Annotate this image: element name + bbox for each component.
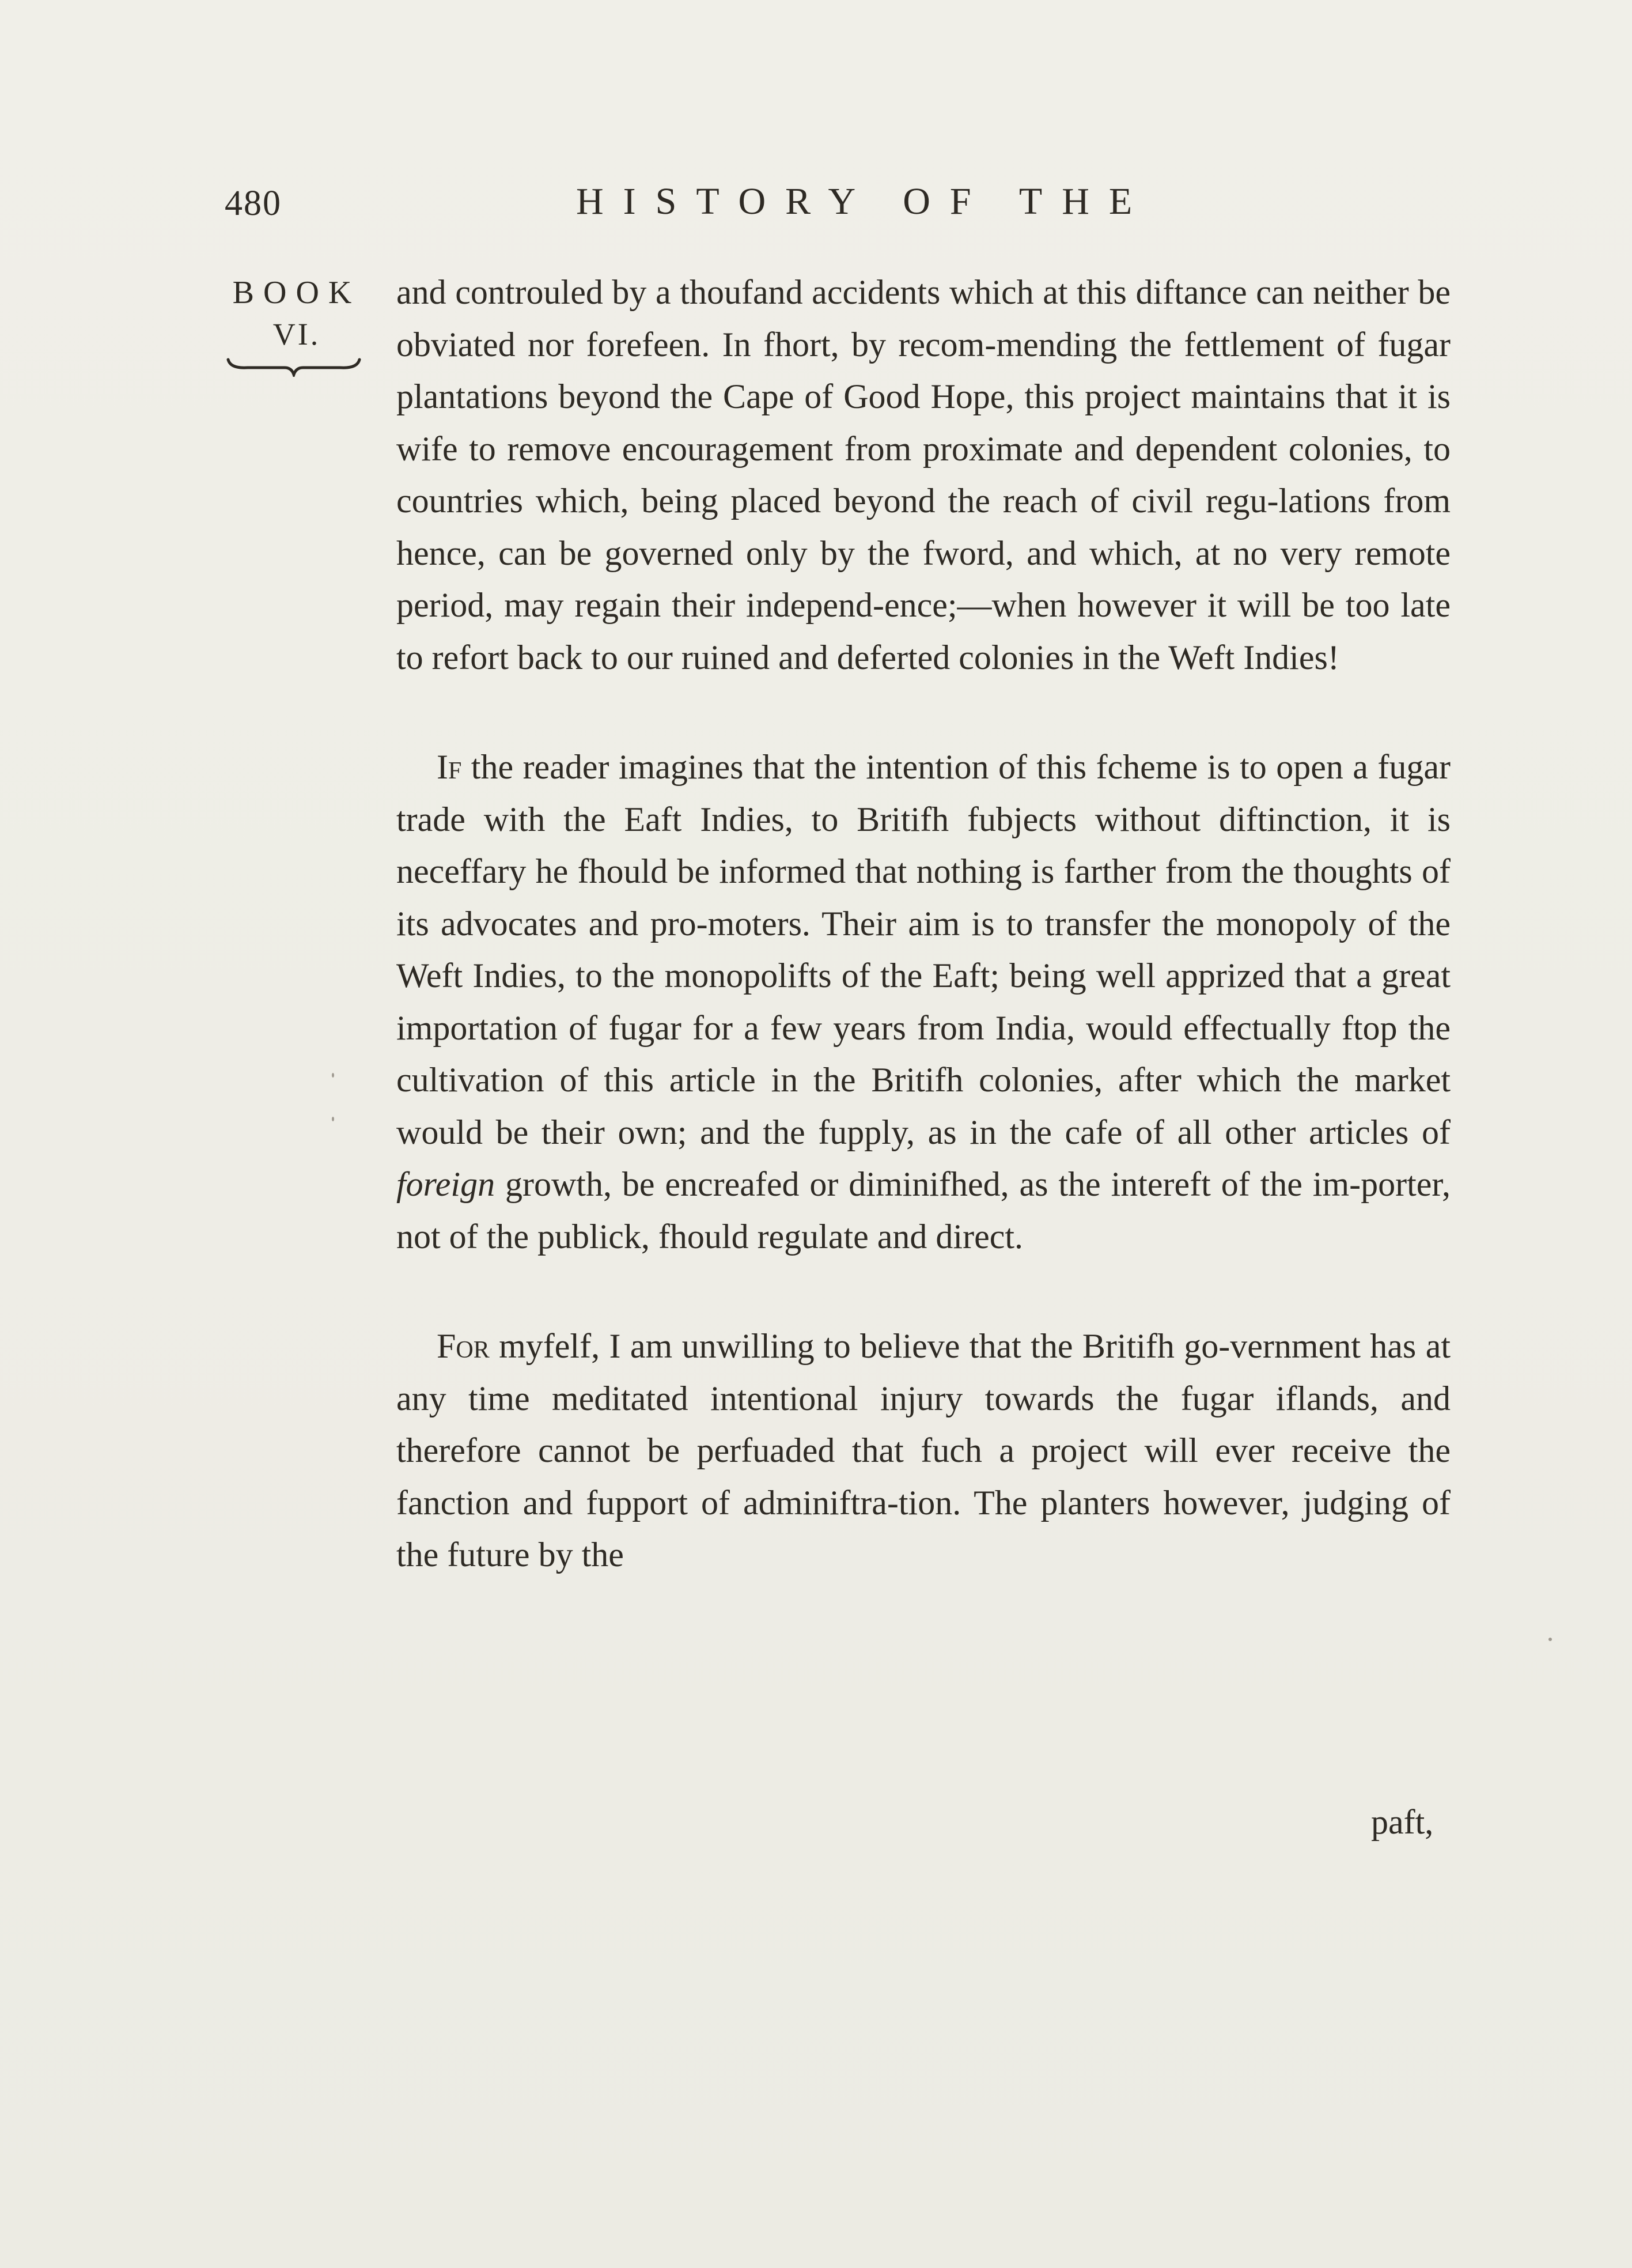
page-number: 480 [225,184,282,223]
paragraph-3-lead: For [437,1327,490,1365]
paragraph-1-text: and controuled by a thoufand accidents which at this diftance can neither be obviated nor forefeen. In fhort, by recom-mending the fettlement of fugar plantations beyond the Cape of Good Hope, this project maintains that it is wife to remove encouragement from proximate and dependent colonies, to countries which, being placed beyond the reach of civil regu-lations from hence, can be governed only by the fword, and which, at no very remote period, may regain their independ-ence;—when however it will be too late to refort back to our ruined and deferted colonies in the Weft Indies! [396,273,1451,676]
paragraph-2-text-after: growth, be encreafed or diminifhed, as the intereft of the im-porter, not of the publick, fhould regulate and direct. [396,1165,1451,1256]
paragraph-1 [396,266,1451,683]
margin-book-label: BOOK [232,275,361,311]
paragraph-2-italic: foreign [396,1165,495,1203]
body-text [396,266,1451,1581]
catchword: paft, [1371,1803,1434,1841]
margin-note [225,271,369,377]
paragraph-2 [396,741,1451,1262]
paragraph-3-text: myfelf, I am unwilling to believe that the Britifh go-vernment has at any time meditated intentional injury towards the fugar iflands, and therefore cannot be perfuaded that fuch a project will ever receive the fanction and fupport of adminiftra-tion. The planters however, judging of the future by the [396,1327,1451,1574]
paragraph-2-lead: If [437,748,462,786]
paragraph-2-text: the reader imagines that the intention of this fcheme is to open a fugar trade with the Eaft Indies, to Britifh fubjects without diftinction, it is neceffary he fhould be informed that nothing is farther from the thoughts of its advocates and pro-moters. Their aim is to transfer the monopoly of the Weft Indies, to the monopolifts of the Eaft; being well apprized that a great importation of fugar for a few years from India, would effectually ftop the cultivation of this article in the Britifh colonies, after which the market would be their own; and the fupply, as in the cafe of all other articles of [396,748,1451,1151]
paper-speck [332,1117,334,1121]
paper-speck [1548,1638,1552,1641]
brace-ornament-icon [225,356,363,377]
paragraph-3 [396,1320,1451,1581]
running-head: HISTORY OF THE [576,180,1152,222]
margin-volume-number: VI. [272,317,321,351]
paper-speck [332,1073,334,1078]
